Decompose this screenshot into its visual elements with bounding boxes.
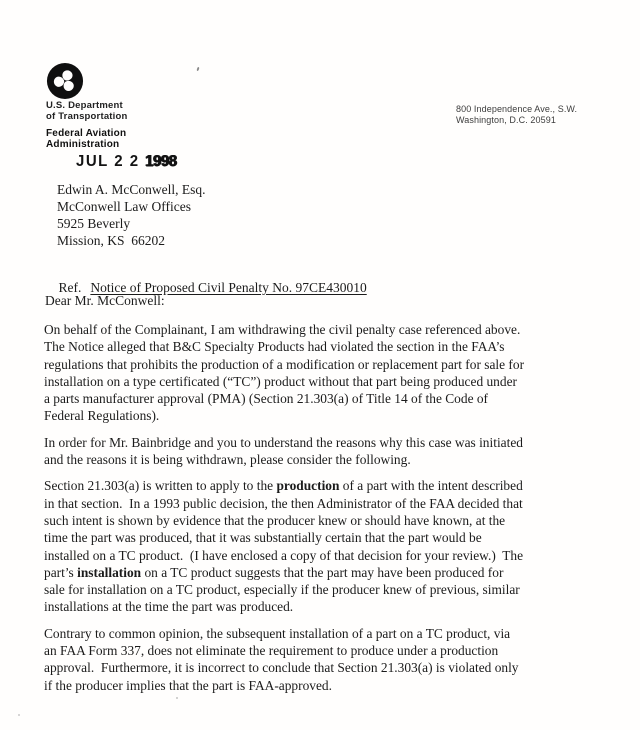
paragraph (44, 625, 619, 694)
paragraph (44, 321, 619, 425)
date-stamp (76, 153, 177, 171)
reference-text: Notice of Proposed Civil Penalty No. 97CE430010 (90, 280, 367, 295)
body-line: such intent is shown by evidence that the producer knew or should have known, at the (44, 512, 506, 528)
reference-label: Ref. (58, 280, 82, 295)
recipient-address (57, 181, 206, 249)
address-line: 800 Independence Ave., S.W. (456, 104, 578, 114)
administration-name (46, 128, 126, 150)
date-stamp-month: JUL (76, 152, 109, 171)
paragraph (44, 434, 619, 469)
address-line: 5925 Beverly (57, 216, 131, 231)
agency-name-line1: U.S. Department (46, 100, 123, 111)
body-line: On behalf of the Complainant, I am withdrawing the civil penalty case referenced above. (44, 322, 521, 337)
body-line: Contrary to common opinion, the subsequent installation of a part on a TC product, via (44, 625, 511, 641)
body-line: The Notice alleged that B&C Specialty Products had violated the section in the FAA’s (44, 339, 505, 355)
address-line: McConwell Law Offices (57, 199, 191, 214)
body-line: in that section. In a 1993 public decision, the then Administrator of the FAA decided that (44, 495, 523, 511)
body-line: installed on a TC product. (I have enclosed a copy of that decision for your review.) The (44, 547, 524, 563)
body-line: time the part was produced, that it was substantially certain that the part would be (44, 530, 482, 546)
date-stamp-year: 1998 (145, 152, 177, 171)
body-line: part’s installation on a TC product suggests that the part may have been produced for (44, 564, 504, 580)
scan-speck (196, 67, 199, 71)
letter-body (44, 321, 619, 703)
salutation: Dear Mr. McConwell: (45, 293, 165, 308)
body-line: Section 21.303(a) is written to apply to the production of a part with the intent described (44, 478, 523, 494)
body-line: Federal Regulations). (44, 408, 160, 424)
body-line: if the producer implies that the part is FAA-approved. (44, 677, 332, 693)
body-line: In order for Mr. Bainbridge and you to understand the reasons why this case was initiated (44, 434, 523, 450)
body-line: a parts manufacturer approval (PMA) (Section 21.303(a) of Title 14 of the Code of (44, 391, 489, 407)
dot-triskelion-logo (46, 62, 84, 100)
administration-name-line1: Federal Aviation (46, 128, 127, 139)
scan-speck (176, 697, 178, 699)
address-line: Mission, KS 66202 (57, 233, 166, 248)
date-stamp-day: 2 2 (114, 152, 140, 171)
hq-address (456, 104, 577, 126)
body-line: installations at the time the part was produced. (44, 599, 294, 615)
body-line: installation on a type certificated (“TC”) product without that part being produced under (44, 373, 517, 389)
administration-name-line2: Administration (46, 139, 120, 150)
body-line: an FAA Form 337, does not eliminate the requirement to produce under a production (44, 643, 499, 659)
scan-speck (18, 714, 20, 716)
body-line: regulations that prohibits the production of a modification or replacement part for sale for (44, 356, 525, 372)
agency-name-line2: of Transportation (46, 110, 128, 122)
address-line: Edwin A. McConwell, Esq. (57, 182, 206, 197)
paragraph (44, 477, 619, 615)
address-line: Washington, D.C. 20591 (456, 115, 556, 125)
agency-name (46, 101, 128, 122)
body-line: and the reasons it is being withdrawn, please consider the following. (44, 452, 411, 468)
body-line: approval. Furthermore, it is incorrect to conclude that Section 21.303(a) is violated only (44, 660, 519, 676)
body-line: sale for installation on a TC product, especially if the producer knew of previous, similar (44, 582, 520, 598)
